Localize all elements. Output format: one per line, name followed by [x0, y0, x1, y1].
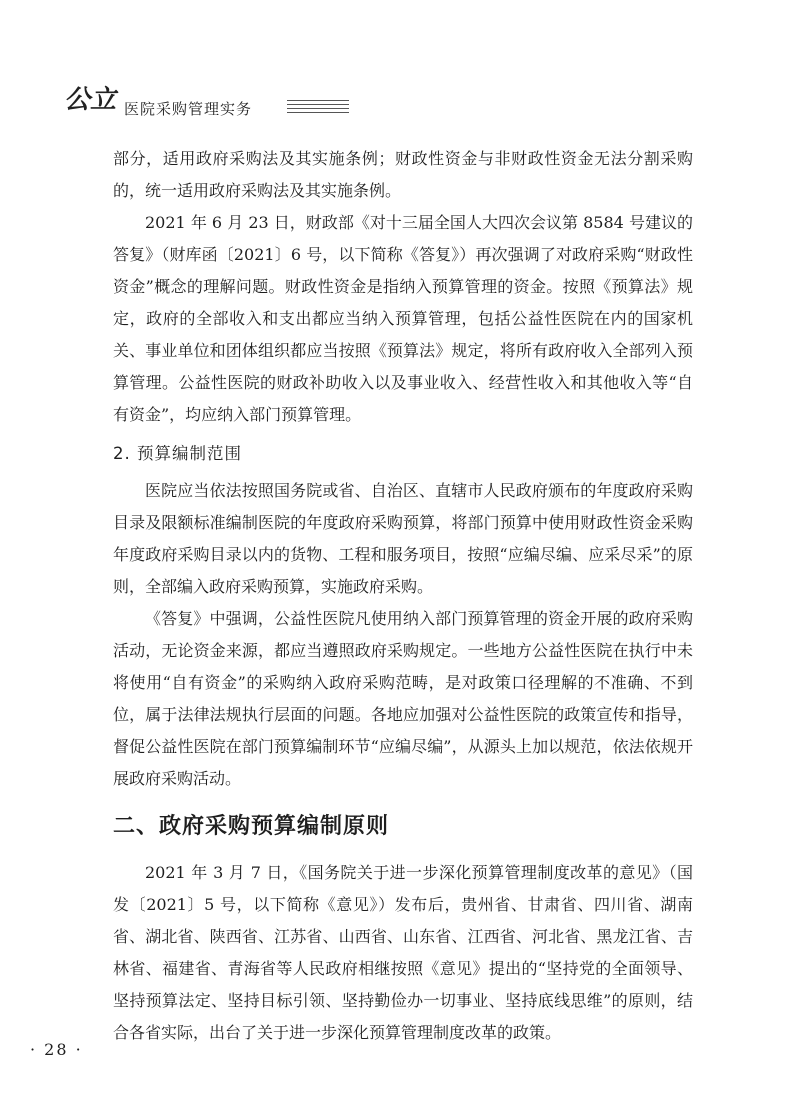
- paragraph-4: 《答复》中强调，公益性医院凡使用纳入部门预算管理的资金开展的政府采购活动，无论资金来源，都应当遵照政府采购规定。一些地方公益性医院在执行中未将使用“自有资金”的采购纳入政府采购范畴，是对政策口径理解的不准确、不到位，属于法律法规执行层面的问题。各地应加强对公益性医院的政策宣传和指导，督促公益性医院在部门预算编制环节“应编尽编”，从源头上加以规范，依法依规开展政府采购活动。: [113, 609, 693, 788]
- header-decoration-lines: [287, 100, 349, 116]
- logo-text: 公立: [64, 85, 117, 115]
- header-title: 医院采购管理实务: [124, 100, 253, 118]
- paragraph-2: 2021 年 6 月 23 日，财政部《对十三届全国人大四次会议第 8584 号建议的答复》（财库函〔2021〕6 号，以下简称《答复》）再次强调了对政府采购“财政性资金”概念的理解问题。财政性资金是指纳入预算管理的资金。按照《预算法》规定，政府的全部收入和支出都应当纳入预算管理，包括公益性医院在内的国家机关、事业单位和团体组织都应当按照《预算法》规定，将所有政府收入全部列入预算管理。公益性医院的财政补助收入以及事业收入、经营性收入和其他收入等“自有资金”，均应纳入部门预算管理。: [113, 213, 693, 424]
- paragraph-3: 医院应当依法按照国务院或省、自治区、直辖市人民政府颁布的年度政府采购目录及限额标准编制医院的年度政府采购预算，将部门预算中使用财政性资金采购年度政府采购目录以内的货物、工程和服务项目，按照“应编尽编、应采尽采”的原则，全部编入政府采购预算，实施政府采购。: [113, 481, 693, 596]
- section-heading: 二、政府采购预算编制原则: [113, 814, 390, 839]
- paragraph-5: 2021 年 3 月 7 日，《国务院关于进一步深化预算管理制度改革的意见》（国发〔2021〕5 号，以下简称《意见》）发布后，贵州省、甘肃省、四川省、湖南省、湖北省、陕西省、江苏省、山西省、山东省、江西省、河北省、黑龙江省、吉林省、福建省、青海省等人民政府相继按照《意见》提出的“坚持党的全面领导、坚持预算法定、坚持目标引领、坚持勤俭办一切事业、坚持底线思维”的原则，结合各省实际，出台了关于进一步深化预算管理制度改革的政策。: [113, 863, 693, 1042]
- paragraph-1: 部分，适用政府采购法及其实施条例；财政性资金与非财政性资金无法分割采购的，统一适用政府采购法及其实施条例。: [113, 149, 693, 200]
- page-number: · 28 ·: [30, 1040, 83, 1059]
- subsection-heading: 2. 预算编制范围: [113, 444, 242, 463]
- running-header: [62, 82, 342, 122]
- page-content: [113, 143, 693, 1049]
